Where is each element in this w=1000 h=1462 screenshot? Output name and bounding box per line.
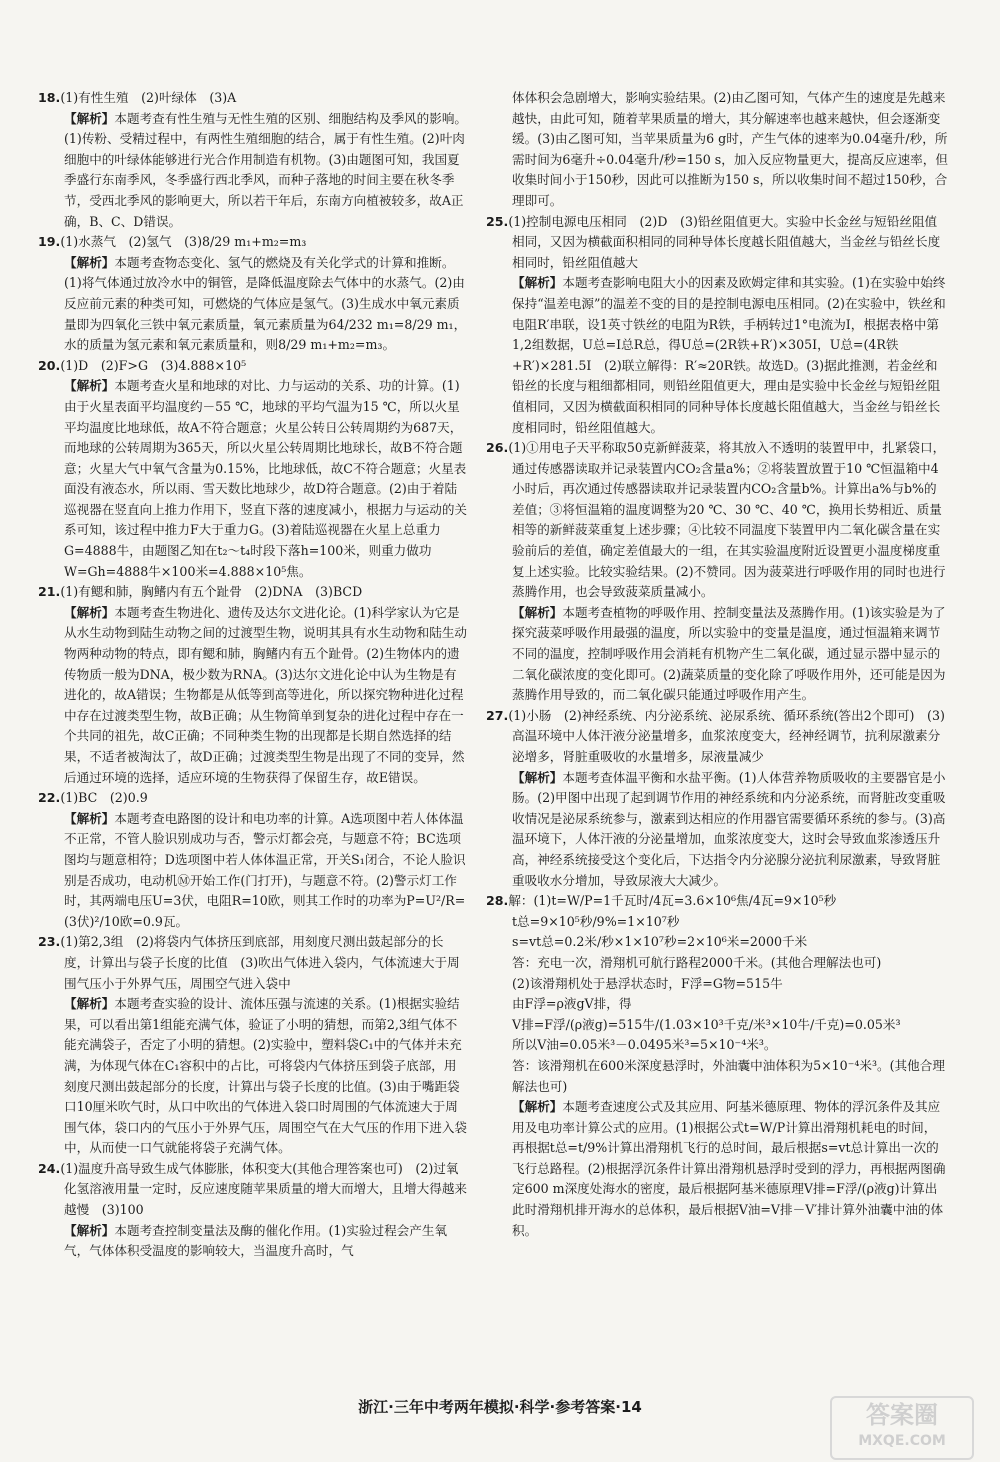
- question-number: 28.: [486, 893, 509, 909]
- answer-line: [38, 788, 468, 809]
- answer-line: [38, 356, 468, 377]
- explanation-text: (2)该滑翔机处于悬浮状态时，F浮=G物=515牛: [512, 975, 783, 991]
- answer-line: [38, 932, 468, 994]
- question-number: 25.: [486, 213, 509, 229]
- explanation-paragraph: [38, 1221, 468, 1262]
- question-number: 21.: [38, 584, 61, 600]
- answer-text: (1)控制电源电压相同 (2)D (3)铅丝阻值更大。实验中长金丝与短铅丝阻值相同，又因为横截面积相同的同种导体长度越长阻值越大，当金丝与铅丝长度相同时，铅丝阻值越大: [508, 213, 941, 270]
- page-footer: 浙江·三年中考两年模拟·科学·参考答案·14: [358, 1398, 642, 1416]
- explanation-paragraph: [38, 253, 468, 356]
- explanation-text: s=vt总=0.2米/秒×1×10⁷秒=2×10⁶米=2000千米: [512, 934, 808, 950]
- answer-text: (1)有性生殖 (2)叶绿体 (3)A: [60, 90, 237, 105]
- explanation-paragraph: [486, 273, 948, 438]
- analysis-tag: 【解析】: [512, 275, 563, 291]
- watermark-logo: [830, 1396, 974, 1460]
- answer-line: [486, 891, 948, 912]
- answer-text: (1)第2,3组 (2)将袋内气体挤压到底部，用刻度尺测出鼓起部分的长度，计算出与袋子长度的比值 (3)吹出气体进入袋内，气体流速大于周围气压小于外界气压，周围空气进入袋中: [60, 934, 460, 991]
- question-number: 27.: [486, 707, 509, 723]
- analysis-tag: 【解析】: [64, 110, 115, 126]
- explanation-text: 本题考查植物的呼吸作用、控制变量法及蒸腾作用。(1)该实验是为了探究菠菜呼吸作用最强的温度，所以实验中的变量是温度，通过恒温箱来调节不同的温度，控制呼吸作用会消耗有机物产生二氧化碳，通过显示器中显示的二氧化碳浓度的变化即可。(2)蔬菜质量的变化除了呼吸作用外，还可能是因为蒸腾作用导致的，而二氧化碳只能通过呼吸作用产生。: [512, 604, 946, 703]
- explanation-paragraph: [486, 932, 948, 953]
- answer-text: (1)BC (2)0.9: [60, 790, 148, 806]
- explanation-paragraph: [486, 1056, 948, 1097]
- explanation-paragraph: [486, 912, 948, 933]
- answer-text: (1)D (2)F>G (3)4.888×10⁵: [60, 357, 247, 373]
- answer-line: [38, 88, 468, 109]
- answer-line: [38, 1159, 468, 1221]
- analysis-tag: 【解析】: [64, 378, 115, 394]
- answer-line: [486, 212, 948, 274]
- analysis-tag: 【解析】: [64, 810, 115, 826]
- answer-text: 解：(1)t=W/P=1千瓦时/4瓦=3.6×10⁶焦/4瓦=9×10⁵秒: [508, 893, 837, 909]
- explanation-text: 本题考查火星和地球的对比、力与运动的关系、功的计算。(1)由于火星表面平均温度约－55 ℃，地球的平均气温为15 ℃，所以火星平均温度比地球低，故A不符合题意；火星公转日公转周期约为687天，而地球的公转周期为365天，所以火星公转周期比地球长，故B不符合题意；火星大气中氧气含量为0.15%，比地球低，故C不符合题意；火星表面没有液态水，所以雨、雪天数比地球少，故D符合题意。(2)由于着陆巡视器在竖直向上推力作用下，竖直下落的速度减小，根据力与运动的关系可知，该过程中推力F大于重力G。(3)着陆巡视器在火星上总重力G=4888牛，由题图乙知在t₂～t₄时段下落h=100米，则重力做功W=Gh=4888牛×100米=4.888×10⁵焦。: [64, 378, 467, 579]
- question-number: 22.: [38, 790, 61, 806]
- explanation-text: 本题考查影响电阻大小的因素及欧姆定律和其实验。(1)在实验中始终保持“温差电源”的温差不变的目的是控制电源电压相同。(2)在实验中，铁丝和电阻R′串联，设1英寸铁丝的电阻为R铁，手柄转过1°电流为I，根据表格中第1,2组数据，U总=I总R总，得U总=(2R铁+R′)×305I，U总=(4R铁+R′)×281.5I (2)联立解得：R′≈20R铁。故选D。(3)据此推测，若金丝和铅丝的长度与粗细都相同，则铅丝阻值更大，理由是实验中长金丝与短铅丝阻值相同，又因为横截面积相同的同种导体长度越长阻值越大，当金丝与铅丝长度相同时，铅丝阻值越大。: [512, 275, 946, 435]
- explanation-text: 答：充电一次，滑翔机可航行路程2000千米。(其他合理解法也可): [512, 954, 882, 970]
- explanation-paragraph: [38, 376, 468, 582]
- answer-line: [486, 438, 948, 603]
- explanation-paragraph: [486, 768, 948, 892]
- explanation-paragraph: [486, 88, 948, 212]
- explanation-text: 答：该滑翔机在600米深度悬浮时，外油囊中油体积为5×10⁻⁴米³。(其他合理解法也可): [512, 1057, 945, 1094]
- explanation-paragraph: [38, 994, 468, 1159]
- analysis-tag: 【解析】: [512, 1099, 563, 1115]
- analysis-tag: 【解析】: [512, 769, 563, 785]
- analysis-tag: 【解析】: [64, 604, 115, 620]
- explanation-paragraph: [486, 603, 948, 706]
- explanation-paragraph: [486, 994, 948, 1015]
- explanation-paragraph: [38, 109, 468, 233]
- explanation-text: 所以V油=0.05米³－0.0495米³=5×10⁻⁴米³。: [512, 1037, 777, 1053]
- explanation-text: 本题考查物态变化、氢气的燃烧及有关化学式的计算和推断。(1)将气体通过放冷水中的铜管，是降低温度除去气体中的水蒸气。(2)由反应前元素的种类可知，可燃烧的气体应是氢气。(3)生成水中氧元素质量即为四氧化三铁中氧元素质量，氧元素质量为64/232 m₁=8/29 m₁，水的质量为氢元素和氧元素质量和，则8/29 m₁+m₂=m₃。: [64, 254, 467, 353]
- explanation-text: 本题考查体温平衡和水盐平衡。(1)人体营养物质吸收的主要器官是小肠。(2)甲图中出现了起到调节作用的神经系统和内分泌系统，而肾脏改变重吸收情况是泌尿系统参与，激素到达相应的作用器官需要循环系统的参与。(3)高温环境下，人体汗液的分泌量增加，血浆浓度变大，这时会导致血浆渗透压升高，神经系统接受这个变化后，下达指令内分泌腺分泌抗利尿激素，导致肾脏重吸收水分增加，导致尿液大大减少。: [512, 769, 946, 888]
- explanation-paragraph: [486, 1015, 948, 1036]
- question-number: 24.: [38, 1160, 61, 1176]
- explanation-text: 体体积会急剧增大，影响实验结果。(2)由乙图可知，气体产生的速度是先越来越快，由此可知，随着苹果质量的增大，其分解速率也越来越快，但会逐渐变缓。(3)由乙图可知，当苹果质量为6 g时，产生气体的速率为0.04毫升/秒，所需时间为6毫升÷0.04毫升/秒=150 s，加入反应物量更大，提高反应速率，但收集时间小于150秒，因此可以推断为150 s，所以收集时间不超过150秒，合理即可。: [512, 90, 948, 208]
- question-number: 20.: [38, 357, 61, 373]
- answer-text: (1)温度升高导致生成气体膨胀，体积变大(其他合理答案也可) (2)过氧化氢溶液用量一定时，反应速度随苹果质量的增大而增大，且增大得越来越慢 (3)100: [60, 1160, 467, 1218]
- right-column: [486, 88, 948, 1241]
- analysis-tag: 【解析】: [64, 1222, 115, 1238]
- question-number: 23.: [38, 934, 61, 950]
- answer-text: (1)有鳃和肺，胸鳍内有五个趾骨 (2)DNA (3)BCD: [60, 584, 363, 600]
- explanation-text: 本题考查有性生殖与无性生殖的区别、细胞结构及季风的影响。(1)传粉、受精过程中，有两性生殖细胞的结合，属于有性生殖。(2)叶肉细胞中的叶绿体能够进行光合作用制造有机物。(3)由题图可知，我国夏季盛行东南季风，冬季盛行西北季风，而种子落地的时间主要在秋冬季节，受西北季风的影响更大，所以若干年后，东南方向植被较多，故A正确，B、C、D错误。: [64, 110, 467, 229]
- explanation-text: 本题考查生物进化、遗传及达尔文进化论。(1)科学家认为它是从水生动物到陆生动物之间的过渡型生物，说明其具有水生动物和陆生动物两种动物的特点，即有鳃和肺，胸鳍内有五个趾骨。(2)生物体内的遗传物质一般为DNA，极少数为RNA。(3)达尔文进化论中认为生物是有进化的，故A错误；生物都是从低等到高等进化，所以探究物种进化过程中存在过渡类型生物，故B正确；从生物简单到复杂的进化过程中存在一个共同的祖先，故C正确；不同种类生物的出现都是长期自然选择的结果，不适者被淘汰了，故D正确；过渡类型生物是出现了不同的变异，然后通过环境的选择，适应环境的生物获得了保留生存，故E错误。: [64, 604, 467, 785]
- explanation-paragraph: [486, 1035, 948, 1056]
- analysis-tag: 【解析】: [64, 254, 115, 270]
- analysis-tag: 【解析】: [512, 604, 563, 620]
- answer-text: (1)①用电子天平称取50克新鲜菠菜，将其放入不透明的装置甲中，扎紧袋口，通过传感器读取并记录装置内CO₂含量a%；②将装置放置于10 ℃恒温箱中4小时后，再次通过传感器读取并记录装置内CO₂含量b%。计算出a%与b%的差值；③将恒温箱的温度调整为20 ℃、30 ℃、40 ℃，换用长势相近、质量相等的新鲜菠菜重复上述步骤；④比较不同温度下装置甲内二氧化碳含量在实验前后的差值，确定差值最大的一组，在其实验温度附近设置更小温度梯度重复上述实验。比较实验结果。(2)不赞同。因为菠菜进行呼吸作用的同时也进行蒸腾作用，也会导致菠菜质量减小。: [508, 440, 946, 600]
- watermark-main: 答案圈: [866, 1401, 938, 1429]
- answer-line: [38, 582, 468, 603]
- explanation-text: 本题考查控制变量法及酶的催化作用。(1)实验过程会产生氧气，气体体积受温度的影响较大，当温度升高时，气: [64, 1222, 448, 1259]
- left-column: [38, 88, 468, 1262]
- watermark-sub: MXQE.COM: [858, 1433, 946, 1449]
- explanation-text: 本题考查速度公式及其应用、阿基米德原理、物体的浮沉条件及其应用及电功率计算公式的应用。(1)根据公式t=W/P计算出滑翔机耗电的时间，再根据t总=t/9%计算出滑翔机飞行的总时间，最后根据s=vt总计算出一次的飞行总路程。(2)根据浮沉条件计算出滑翔机悬浮时受到的浮力，再根据两图确定600 m深度处海水的密度，最后根据阿基米德原理V排=F浮/(ρ液g)计算出此时滑翔机排开海水的总体积，最后根据V油=V排－V′排计算外油囊中油的体积。: [512, 1099, 946, 1238]
- question-number: 19.: [38, 234, 61, 250]
- question-number: 26.: [486, 440, 509, 456]
- explanation-text: 本题考查电路图的设计和电功率的计算。A选项图中若人体体温不正常，不管人脸识别成功与否，警示灯都会亮，与题意不符；BC选项图均与题意相符；D选项图中若人体体温正常，开关S₁闭合，不论人脸识别是否成功，电动机Ⓜ开始工作(门打开)，与题意不符。(2)警示灯工作时，其两端电压U=3伏，电阻R=10欧，则其工作时的功率为P=U²/R=(3伏)²/10欧=0.9瓦。: [64, 810, 466, 929]
- explanation-paragraph: [486, 953, 948, 974]
- answer-line: [38, 232, 468, 253]
- analysis-tag: 【解析】: [64, 996, 115, 1012]
- explanation-paragraph: [38, 809, 468, 933]
- explanation-paragraph: [38, 603, 468, 788]
- explanation-text: V排=F浮/(ρ液g)=515牛/(1.03×10³千克/米³×10牛/千克)=0.05米³: [512, 1016, 901, 1032]
- explanation-paragraph: [486, 974, 948, 995]
- explanation-paragraph: [486, 1097, 948, 1241]
- answer-text: (1)水蒸气 (2)氢气 (3)8/29 m₁+m₂=m₃: [60, 234, 307, 250]
- question-number: 18.: [38, 90, 61, 105]
- explanation-text: 本题考查实验的设计、流体压强与流速的关系。(1)根据实验结果，可以看出第1组能充满气体，验证了小明的猜想，而第2,3组气体不能充满袋子，否定了小明的猜想。(2)实验中，塑料袋C₁中的气体并未充满，为体现气体在C₁容积中的占比，可将袋内气体挤压到袋子底部，用刻度尺测出鼓起部分的长度，计算出与袋子长度的比值。(3)由于嘴距袋口10厘米吹气时，从口中吹出的气体进入袋口时周围的气体流速大于周围气体，袋口内的气压小于外界气压，周围空气在大气压的作用下进入袋中，从而使一口气就能将袋子充满气体。: [64, 996, 467, 1156]
- answer-line: [486, 706, 948, 768]
- explanation-text: t总=9×10⁵秒/9%=1×10⁷秒: [512, 913, 680, 929]
- answer-text: (1)小肠 (2)神经系统、内分泌系统、泌尿系统、循环系统(答出2个即可) (3)高温环境中人体汗液分泌量增多，血浆浓度变大，经神经调节，抗利尿激素分泌增多，肾脏重吸收的水量增多，尿液量减少: [508, 707, 945, 764]
- explanation-text: 由F浮=ρ液gV排，得: [512, 996, 632, 1012]
